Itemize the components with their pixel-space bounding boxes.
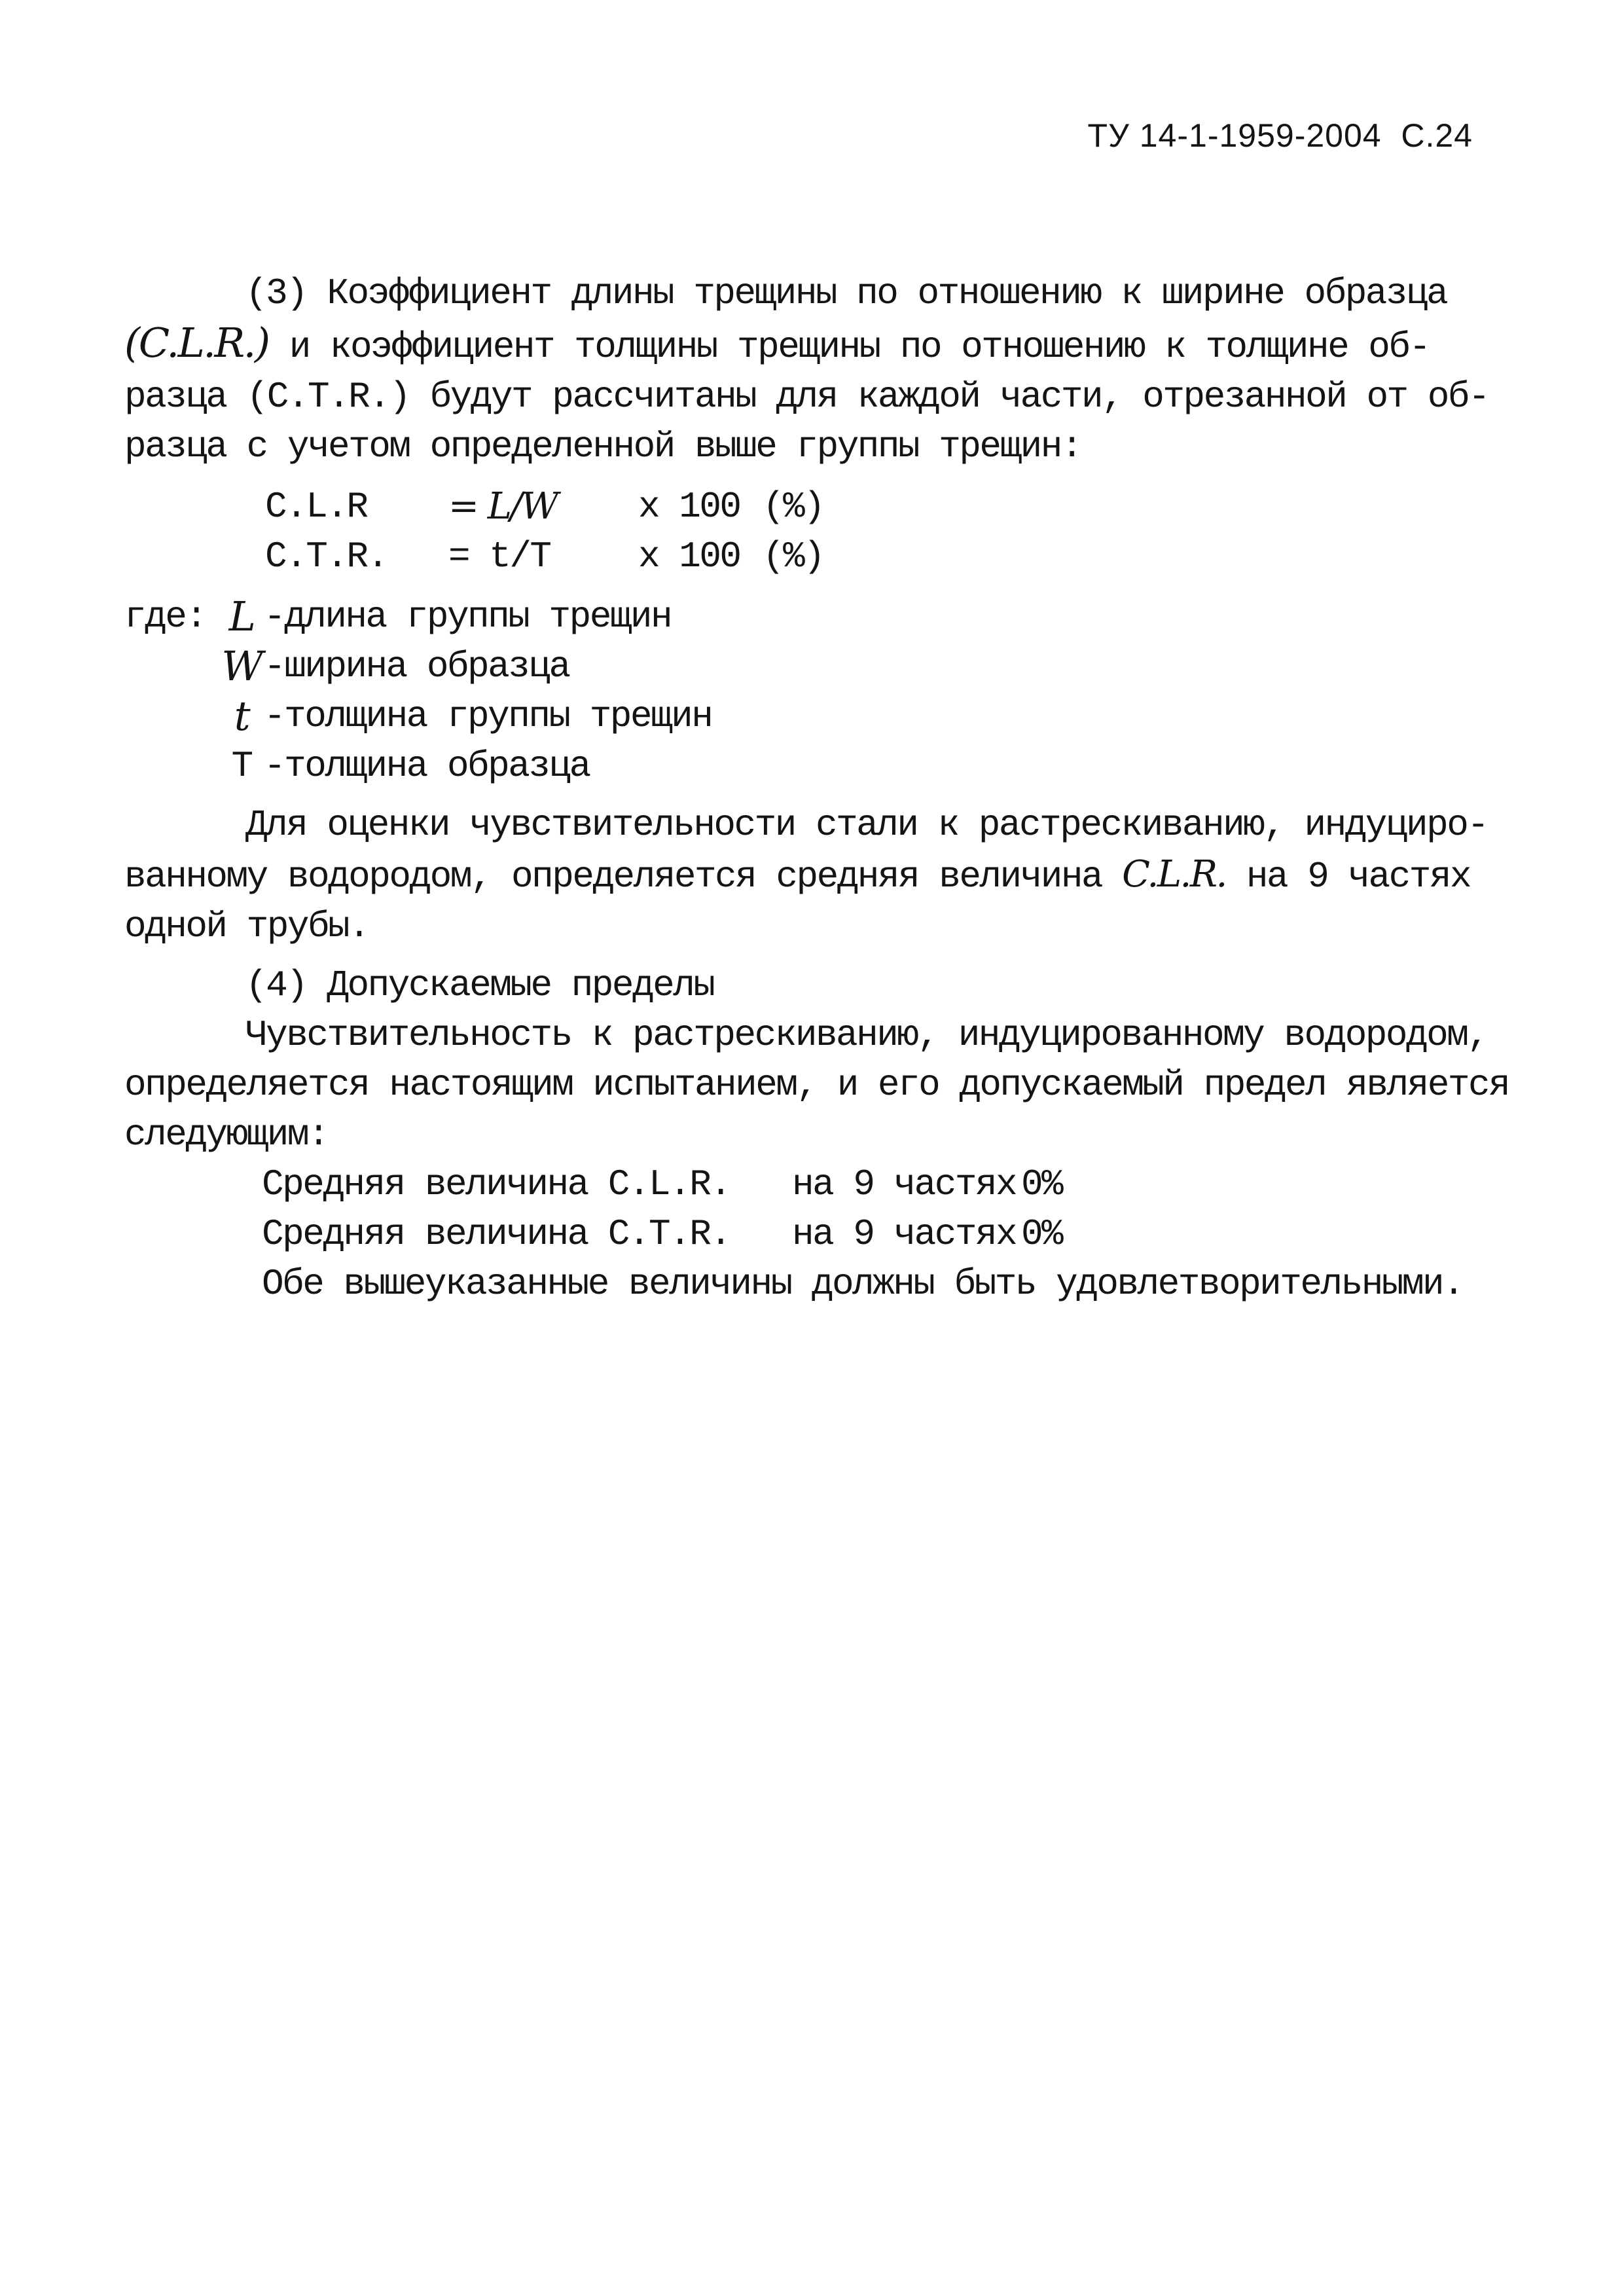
page-header: [1088, 117, 1473, 155]
where-list: [124, 592, 1542, 791]
sensitivity-line3: одной трубы.: [124, 905, 369, 947]
where-item: где: L -длина группы трещин: [124, 592, 672, 640]
where-item: T -толщина образца: [231, 745, 590, 787]
sensitivity-line2: ванному водородом, определяется средняя величина C.L.R. на 9 частях: [124, 853, 1471, 898]
formula-ctr: C.T.R. = t/T x 100 (%): [265, 536, 824, 577]
limit-row-clr: Средняя величина C.L.R. на 9 частях 0%: [262, 1163, 1062, 1205]
section3-line3: разца (C.T.R.) будут рассчитаны для каждой части, отрезанной от об-: [124, 376, 1489, 418]
limits-list: [262, 1159, 1542, 1309]
sensitivity-line1: Для оценки чувствительности стали к растрескиванию, индуциро-: [245, 804, 1488, 846]
formula-block: [124, 482, 1542, 581]
where-item: t -толщина группы трещин: [234, 692, 712, 740]
clr-label: (C.L.R.): [124, 319, 269, 367]
conclusion: Обе вышеуказанные величины должны быть удовлетворительными.: [262, 1263, 1464, 1305]
page-number: С.24: [1401, 117, 1473, 154]
formula-clr: C.L.R = L/W x 100 (%): [265, 485, 824, 528]
section4-line1: Чувствительность к растрескиванию, индуцированному водородом,: [245, 1014, 1488, 1056]
section3-heading: (3) Коэффициент длины трещины по отношению к ширине образца: [245, 272, 1447, 314]
section4-line3: следующим:: [124, 1114, 329, 1156]
doc-id: ТУ 14-1-1959-2004: [1087, 117, 1382, 154]
where-item: W -ширина образца: [221, 642, 569, 690]
section3-line4: разца с учетом определенной выше группы трещин:: [124, 426, 1081, 467]
section4-heading: (4) Допускаемые пределы: [245, 964, 714, 1006]
section3-line2: (C.L.R.) и коэффициент толщины трещины по отношению к толщине об-: [124, 319, 1430, 368]
document-body: [124, 268, 1542, 1309]
section4-line2: определяется настоящим испытанием, и его допускаемый предел является: [124, 1064, 1509, 1106]
limit-row-ctr: Средняя величина C.T.R. на 9 частях 0%: [262, 1213, 1062, 1255]
ctr-label: (C.T.R.): [246, 376, 410, 418]
where-label: где:: [124, 596, 206, 638]
